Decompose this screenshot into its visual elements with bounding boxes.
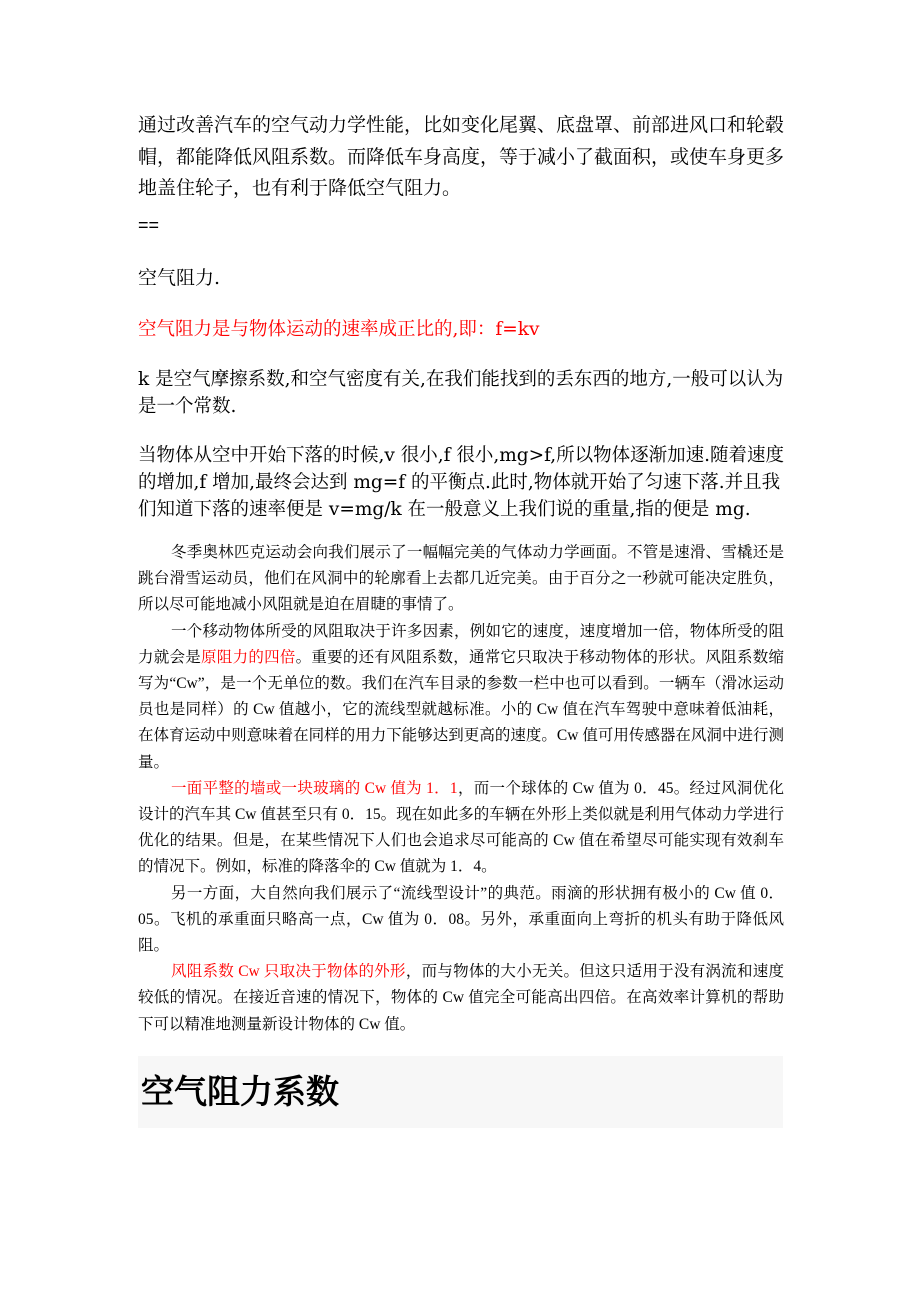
nature-text: 另一方面，大自然向我们展示了“流线型设计”的典范。雨滴的形状拥有极小的 Cw 值 0．05。飞机的承重面只略高一点，Cw 值为 0．08。另外，承重面向上弯折的机头有助于降低风阻。 [138,884,784,955]
cw-values-text: ，而一个球体的 Cw 值为 0．45。经过风洞优化设计的汽车其 Cw 值甚至只有 0．15。现在如此多的车辆在外形上类似就是利用气体动力学进行优化的结果。但是，在某些情况下人们也会追求尽可能高的 Cw 值在希望尽可能实现有效刹车的情况下。例如，标准的降落伞的 Cw 值就为 1．4。 [138,779,784,876]
intro-paragraph: 通过改善汽车的空气动力学性能，比如变化尾翼、底盘罩、前部进风口和轮毂帽，都能降低风阻系数。而降低车身高度，等于减小了截面积，或使车身更多地盖住轮子，也有利于降低空气阻力。 [138,114,785,199]
section-title: 空气阻力. [138,267,221,289]
falling-object-paragraph: 当物体从空中开始下落的时候,v 很小,f 很小,mg>f,所以物体逐渐加速.随着速度的增加,f 增加,最终会达到 mg=f 的平衡点.此时,物体就开始了匀速下落.并且我们知道下落的速率便是 v=mg/k 在一般意义上我们说的重量,指的便是 mg. [138,445,785,520]
main-heading: 空气阻力系数 [138,1056,783,1128]
cw-values-paragraph [138,776,784,881]
cw-values-highlight: 一面平整的墙或一块玻璃的 Cw 值为 1．1 [171,779,458,797]
separator: == [138,215,160,235]
olympics-text: 冬季奥林匹克运动会向我们展示了一幅幅完美的气体动力学画面。不管是速滑、雪橇还是跳台滑雪运动员，他们在风洞中的轮廓看上去都几近完美。由于百分之一秒就可能决定胜负，所以尽可能地减小风阻就是迫在眉睫的事情了。 [138,544,784,614]
drag-factors-highlight: 原阻力的四倍 [201,648,296,666]
shape-paragraph [138,959,784,1038]
formula-line: 空气阻力是与物体运动的速率成正比的,即：f=kv [138,319,540,340]
shape-text: ，而与物体的大小无关。但这只适用于没有涡流和速度较低的情况。在接近音速的情况下，物体的 Cw 值完全可能高出四倍。在高效率计算机的帮助下可以精准地测量新设计物体的 Cw 值。 [138,963,784,1033]
shape-highlight: 风阻系数 Cw 只取决于物体的外形 [171,963,406,981]
drag-factors-paragraph [138,619,784,776]
k-coefficient-paragraph: k 是空气摩擦系数,和空气密度有关,在我们能找到的丢东西的地方,一般可以认为是一个常数. [138,369,784,417]
drag-factors-text-a: 一个移动物体所受的风阻取决于许多因素，例如它的速度，速度增加一倍，物体所受的阻力就会是 [138,622,784,666]
drag-factors-text-b: 。重要的还有风阻系数，通常它只取决于移动物体的形状。风阻系数缩写为“Cw”，是一个无单位的数。我们在汽车目录的参数一栏中也可以看到。一辆车（滑冰运动员也是同样）的 Cw 值越小，它的流线型就越标准。小的 Cw 值在汽车驾驶中意味着低油耗，在体育运动中则意味着在同样的用力下能够达到更高的速度。Cw 值可用传感器在风洞中进行测量。 [138,648,784,771]
olympics-paragraph [138,540,784,619]
article-body [138,540,784,1038]
nature-paragraph [138,881,784,960]
